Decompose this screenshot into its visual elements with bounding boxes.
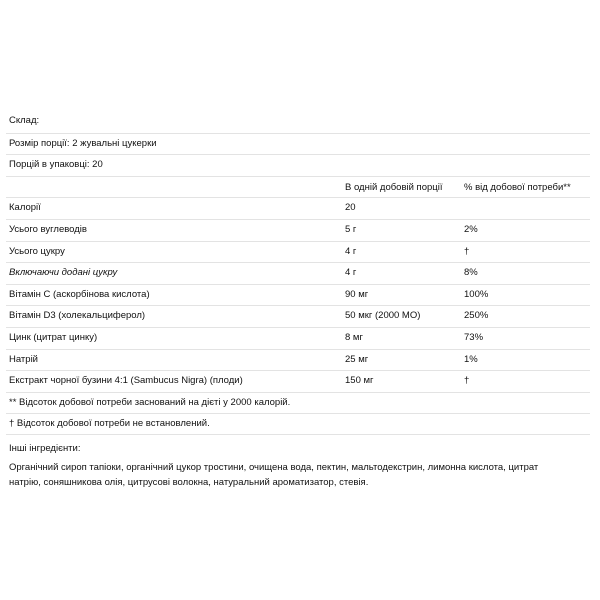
column-header-row	[6, 176, 590, 198]
nutrient-row	[6, 219, 590, 241]
other-ingredients-line-1: Органічний сироп тапіоки, органічний цукор тростини, очищена вода, пектин, мальтодекстрин, лимонна кислота, цитрат	[9, 462, 539, 473]
composition-label: Склад:	[9, 115, 40, 126]
nutrient-amount: 20	[345, 202, 356, 214]
nutrient-daily-value: 1%	[464, 353, 478, 365]
nutrient-daily-value: 100%	[464, 288, 489, 300]
nutrient-name: Натрій	[9, 353, 38, 365]
nutrient-daily-value: †	[464, 375, 470, 387]
nutrient-name: Калорії	[9, 202, 41, 214]
nutrient-name: Екстракт чорної бузини 4:1 (Sambucus Nigra) (плоди)	[9, 375, 243, 387]
servings-per-container-row	[6, 154, 590, 176]
nutrient-row	[6, 262, 590, 284]
nutrient-row	[6, 305, 590, 327]
nutrient-name: Усього вуглеводів	[9, 223, 87, 235]
nutrient-amount: 25 мг	[345, 353, 369, 365]
nutrient-row	[6, 284, 590, 306]
servings-per-container-text: Порцій в упаковці: 20	[9, 159, 103, 171]
daily-value-footnote: ** Відсоток добової потреби заснований на дієті у 2000 калорій.	[9, 396, 291, 408]
nutrient-daily-value: 250%	[464, 310, 489, 322]
nutrient-name: Усього цукру	[9, 245, 65, 257]
footnote-row	[6, 392, 590, 414]
nutrient-row	[6, 241, 590, 263]
nutrient-daily-value: 2%	[464, 223, 478, 235]
nutrient-amount: 150 мг	[345, 375, 374, 387]
nutrient-daily-value: †	[464, 245, 470, 257]
nutrient-amount: 4 г	[345, 267, 357, 279]
nutrient-daily-value: 73%	[464, 331, 484, 343]
nutrient-amount: 4 г	[345, 245, 357, 257]
nutrient-name: Включаючи додані цукру	[9, 267, 118, 279]
nutrient-amount: 5 г	[345, 223, 357, 235]
nutrient-name: Цинк (цитрат цинку)	[9, 331, 98, 343]
amount-column-header: В одній добовій порції	[345, 181, 443, 193]
nutrient-amount: 8 мг	[345, 331, 363, 343]
nutrient-row	[6, 327, 590, 349]
serving-size-text: Розмір порції: 2 жувальні цукерки	[9, 137, 157, 149]
other-ingredients-line-2: натрію, соняшникова олія, цитрусові волокна, натуральний ароматизатор, стевія.	[9, 477, 369, 488]
nutrient-row	[6, 349, 590, 371]
nutrient-name: Вітамін С (аскорбінова кислота)	[9, 288, 150, 300]
nutrient-row	[6, 370, 590, 392]
footnote-row	[6, 413, 590, 435]
supplement-facts-table	[6, 111, 590, 435]
nutrient-amount: 50 мкг (2000 МО)	[345, 310, 421, 322]
serving-size-row	[6, 133, 590, 155]
daily-value-column-header: % від добової потреби**	[464, 181, 571, 193]
nutrient-amount: 90 мг	[345, 288, 369, 300]
nutrient-daily-value: 8%	[464, 267, 478, 279]
other-ingredients-title: Інші інгредієнти:	[9, 443, 81, 454]
nutrient-row	[6, 197, 590, 219]
not-established-footnote: † Відсоток добової потреби не встановлений.	[9, 418, 210, 430]
nutrient-name: Вітамін D3 (холекальциферол)	[9, 310, 146, 322]
composition-row	[6, 111, 590, 133]
